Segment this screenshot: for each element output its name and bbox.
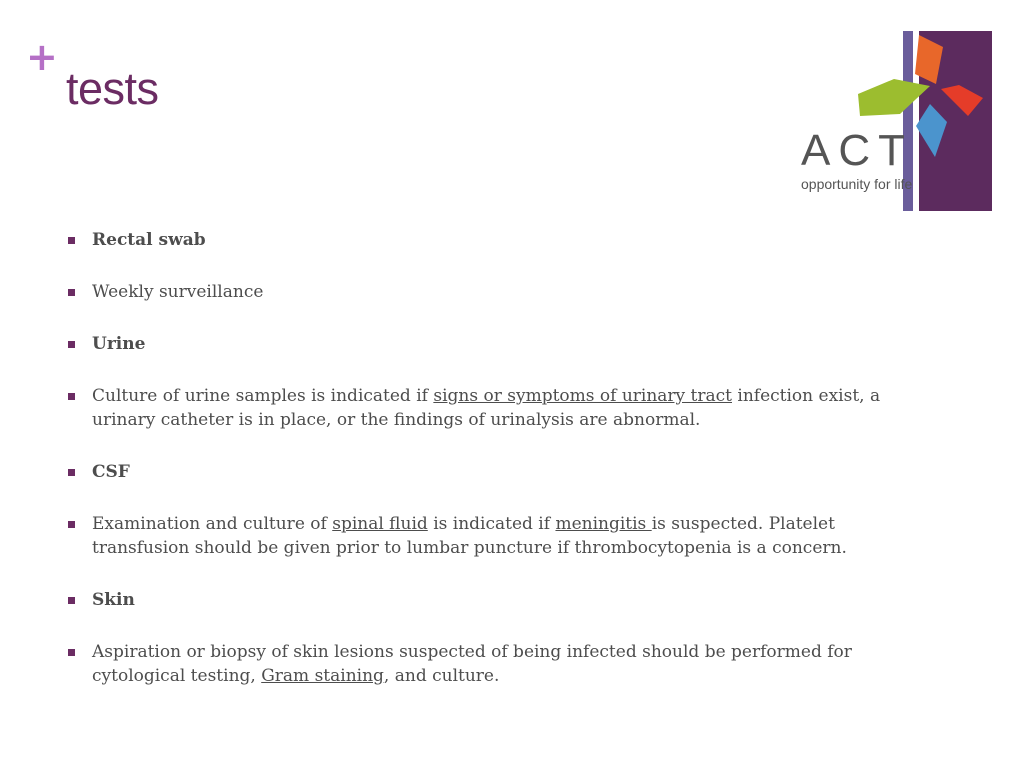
bullet-list <box>66 228 886 716</box>
item-text <box>92 386 880 430</box>
text-segment: Examination and culture of <box>92 514 333 534</box>
item-text: Weekly surveillance <box>92 282 264 302</box>
link-gram-staining[interactable]: Gram staining <box>261 666 384 686</box>
bullet-marker <box>68 341 75 348</box>
list-item <box>66 640 886 688</box>
text-segment: , and culture. <box>383 666 500 686</box>
plus-icon: + <box>26 35 58 79</box>
item-heading: Rectal swab <box>92 230 206 250</box>
link-meningitis[interactable]: meningitis <box>555 514 652 534</box>
bullet-marker <box>68 649 75 656</box>
bullet-marker <box>68 237 75 244</box>
logo-tagline-text: opportunity for life <box>801 176 913 192</box>
item-heading: Urine <box>92 334 146 354</box>
text-segment: Aspiration or biopsy of skin lesions suspected of being infected should be performed for cytological testing, <box>92 642 852 686</box>
list-item <box>66 460 886 484</box>
bullet-marker <box>68 521 75 528</box>
link-urinary-tract[interactable]: signs or symptoms of urinary tract <box>433 386 732 406</box>
item-text <box>92 642 852 686</box>
bullet-marker <box>68 469 75 476</box>
list-item <box>66 588 886 612</box>
act-logo <box>800 30 992 212</box>
slide-title: tests <box>66 63 159 114</box>
logo-brand-text: ACT <box>801 126 913 175</box>
list-item <box>66 512 886 560</box>
text-segment: Culture of urine samples is indicated if <box>92 386 434 406</box>
item-heading: CSF <box>92 462 130 482</box>
bullet-marker <box>68 289 75 296</box>
text-segment: is suspected. Platelet transfusion should be given prior to lumbar puncture if thrombocytopenia is a concern. <box>92 514 847 558</box>
item-heading: Skin <box>92 590 135 610</box>
list-item <box>66 384 886 432</box>
text-segment: infection exist, a urinary catheter is in place, or the findings of urinalysis are abnormal. <box>92 386 881 430</box>
item-text <box>92 514 847 558</box>
bullet-marker <box>68 597 75 604</box>
list-item <box>66 332 886 356</box>
list-item <box>66 228 886 252</box>
text-segment: is indicated if <box>427 514 556 534</box>
link-spinal-fluid[interactable]: spinal fluid <box>332 514 428 534</box>
bullet-marker <box>68 393 75 400</box>
list-item <box>66 280 886 304</box>
